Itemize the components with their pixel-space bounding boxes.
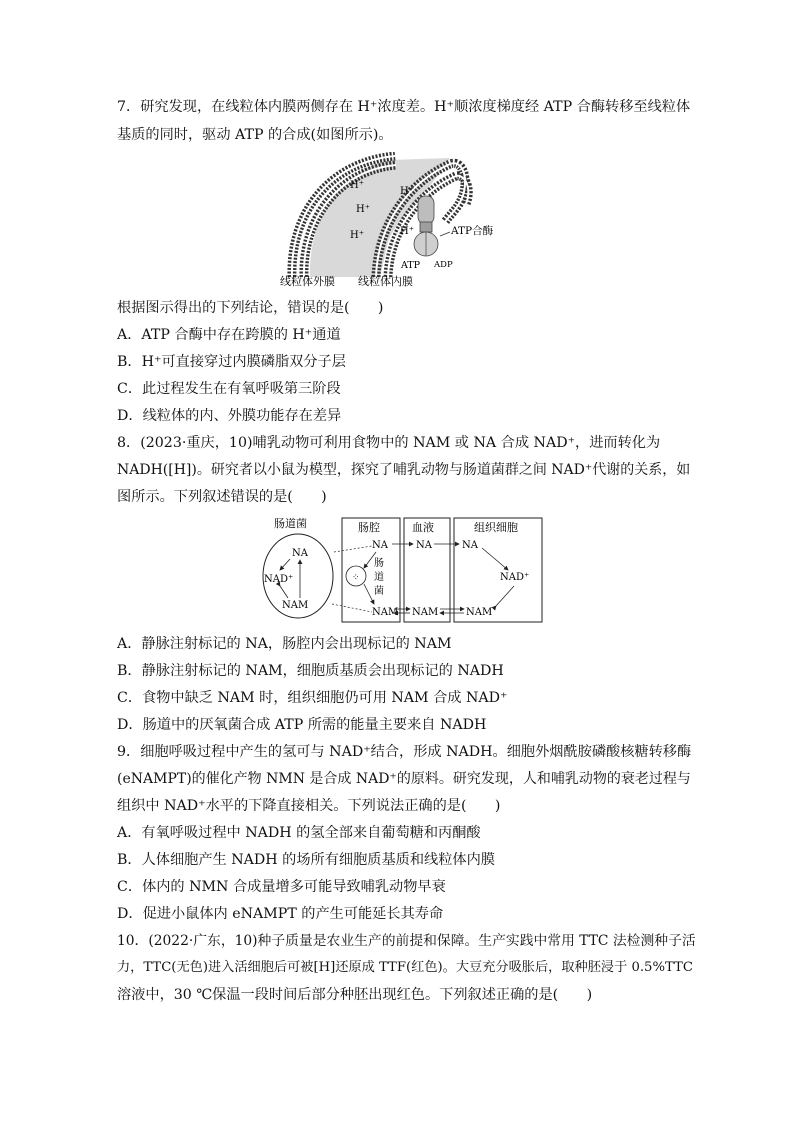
q10-line-2: 力，TTC(无色)进入活细胞后可被[H]还原成 TTF(红色)。大豆充分吸胀后，取种胚浸于 0.5%TTC xyxy=(117,960,693,975)
lumen-title: 肠腔 xyxy=(358,521,380,534)
q8-option-a: A．静脉注射标记的 NA，肠腔内会出现标记的 NAM xyxy=(117,636,452,652)
mitochondria-membrane-figure xyxy=(280,152,510,290)
q7-option-c: C．此过程发生在有氧呼吸第三阶段 xyxy=(117,381,341,397)
inner-membrane-label: 线粒体内膜 xyxy=(358,275,413,288)
lumen-na: NA xyxy=(372,540,388,551)
h-ion-label: H⁺ xyxy=(350,180,364,191)
bacteria-na: NA xyxy=(292,548,308,559)
blood-na: NA xyxy=(416,540,432,551)
bacteria-nam: NAM xyxy=(282,600,309,611)
q7-stem: 根据图示得出的下列结论，错误的是( ) xyxy=(117,300,384,316)
q8-option-c: C．食物中缺乏 NAM 时，组织细胞仍可用 NAM 合成 NAD⁺ xyxy=(117,690,508,706)
outer-membrane-label: 线粒体外膜 xyxy=(280,275,335,288)
atp-label: ATP xyxy=(401,260,421,271)
tissue-title: 组织细胞 xyxy=(474,521,518,534)
q7-line-1: 7．研究发现，在线粒体内膜两侧存在 H⁺浓度差。H⁺顺浓度梯度经 ATP 合酶转移至线粒体 xyxy=(117,99,691,115)
blood-nam: NAM xyxy=(412,607,439,618)
q10-line-3: 溶液中，30 ℃保温一段时间后部分种胚出现红色。下列叙述正确的是( ) xyxy=(117,987,593,1003)
q8-line-2: NADH([H])。研究者以小鼠为模型，探究了哺乳动物与肠道菌群之间 NAD⁺代谢的关系，如 xyxy=(117,462,691,478)
bacteria-title: 肠道菌 xyxy=(274,517,307,530)
lumen-bacteria-label-3: 菌 xyxy=(374,586,384,597)
h-ion-label: H⁺ xyxy=(400,226,414,237)
atp-synthase-shape xyxy=(414,196,450,256)
lumen-bacteria-label-2: 道 xyxy=(374,572,384,583)
q8-line-1: 8．(2023·重庆，10)哺乳动物可利用食物中的 NAM 或 NA 合成 NAD⁺，进而转化为 xyxy=(117,435,661,451)
atp-synthase-label: ATP合酶 xyxy=(451,225,494,237)
h-ion-label: H⁺ xyxy=(350,230,364,241)
q9-line-2: (eNAMPT)的催化产物 NMN 是合成 NAD⁺的原料。研究发现，人和哺乳动物的衰老过程与 xyxy=(117,771,691,787)
nad-metabolism-figure xyxy=(260,514,546,626)
tissue-na: NA xyxy=(462,540,478,551)
h-ion-label: H⁺ xyxy=(356,204,370,215)
q7-option-a: A．ATP 合酶中存在跨膜的 H⁺通道 xyxy=(117,327,341,343)
q7-line-2: 基质的同时，驱动 ATP 的合成(如图所示)。 xyxy=(117,127,393,143)
q9-line-1: 9．细胞呼吸过程中产生的氢可与 NAD⁺结合，形成 NADH。细胞外烟酰胺磷酸核糖转移酶 xyxy=(117,744,692,760)
q7-option-d: D．线粒体的内、外膜功能存在差异 xyxy=(117,408,342,424)
tissue-nam: NAM xyxy=(466,607,493,618)
q9-line-3: 组织中 NAD⁺水平的下降直接相关。下列说法正确的是( ) xyxy=(117,798,501,814)
q9-option-c: C．体内的 NMN 合成量增多可能导致哺乳动物早衰 xyxy=(117,879,446,895)
q8-line-3: 图所示。下列叙述错误的是( ) xyxy=(117,489,327,505)
q7-option-b: B．H⁺可直接穿过内膜磷脂双分子层 xyxy=(117,354,346,370)
tissue-nad: NAD⁺ xyxy=(500,572,530,583)
lumen-bacteria-label-1: 肠 xyxy=(374,558,384,569)
blood-title: 血液 xyxy=(412,521,434,534)
q8-option-b: B．静脉注射标记的 NAM，细胞质基质会出现标记的 NADH xyxy=(117,663,504,679)
q10-line-1: 10．(2022·广东，10)种子质量是农业生产的前提和保障。生产实践中常用 TTC 法检测种子活 xyxy=(117,933,696,949)
svg-text:⁘: ⁘ xyxy=(352,573,360,583)
bacteria-nad: NAD⁺ xyxy=(264,574,294,585)
q9-option-b: B．人体细胞产生 NADH 的场所有细胞质基质和线粒体内膜 xyxy=(117,852,495,868)
q8-option-d: D．肠道中的厌氧菌合成 ATP 所需的能量主要来自 NADH xyxy=(117,717,487,733)
h-ion-label: H⁺ xyxy=(400,186,414,197)
adp-label: ADP xyxy=(434,260,453,270)
q9-option-d: D．促进小鼠体内 eNAMPT 的产生可能延长其寿命 xyxy=(117,906,444,922)
q9-option-a: A．有氧呼吸过程中 NADH 的氢全部来自葡萄糖和丙酮酸 xyxy=(117,825,481,841)
lumen-nam: NAM xyxy=(372,607,399,618)
